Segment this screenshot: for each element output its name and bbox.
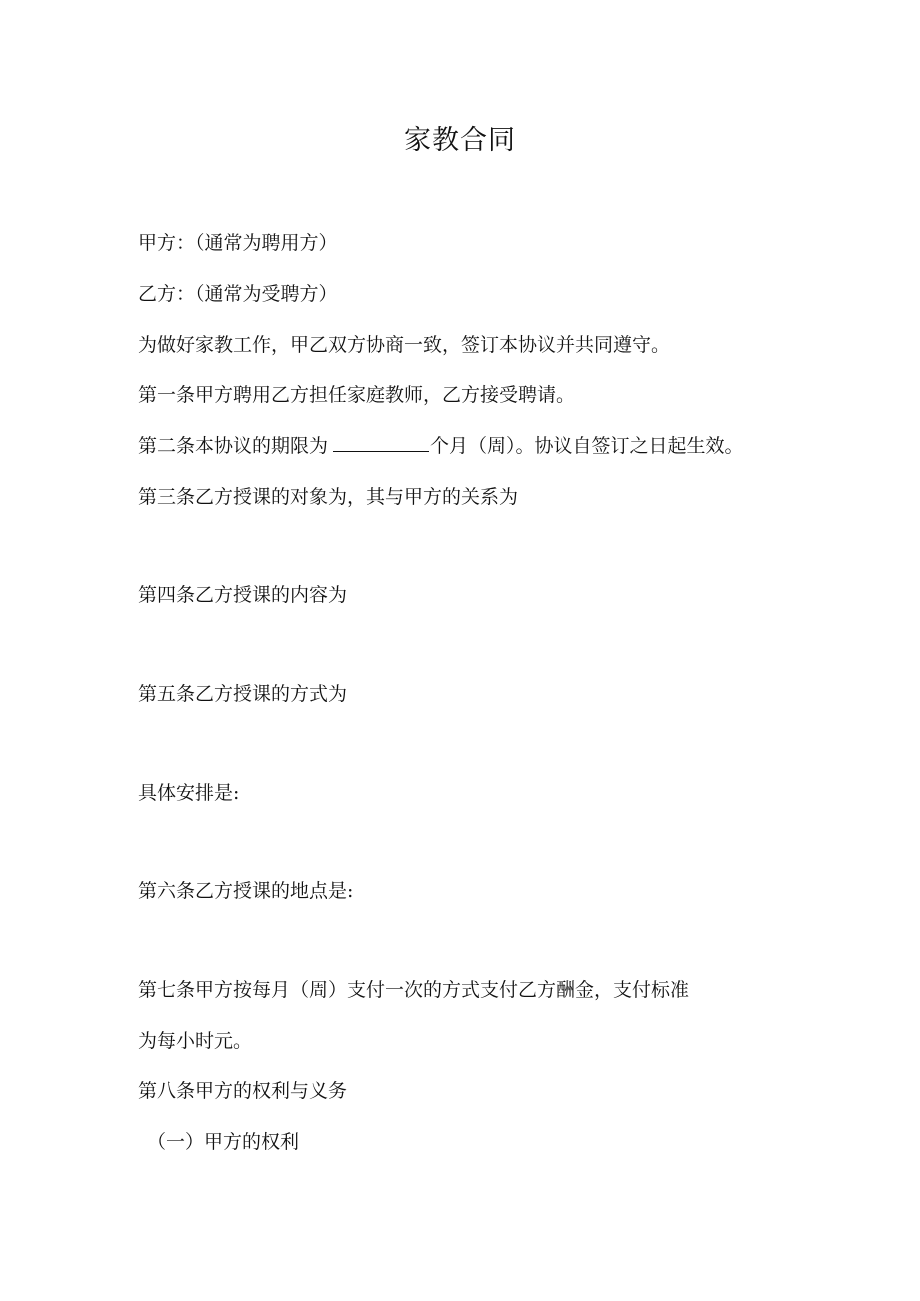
document-title: 家教合同 bbox=[404, 125, 516, 156]
duration-blank[interactable] bbox=[333, 433, 429, 452]
party-a-line: 甲方：（通常为聘用方） bbox=[138, 232, 338, 254]
arrangement-line: 具体安排是: bbox=[138, 782, 240, 804]
article-7-line-2: 为每小时元。 bbox=[138, 1030, 253, 1052]
article-8: 第八条甲方的权利与义务 bbox=[138, 1080, 348, 1102]
article-3: 第三条乙方授课的对象为，其与甲方的关系为 bbox=[138, 486, 519, 508]
article-7-line-1: 第七条甲方按每月（周）支付一次的方式支付乙方酬金，支付标准 bbox=[138, 979, 690, 1001]
party-b-line: 乙方：（通常为受聘方） bbox=[138, 283, 338, 305]
article-2-suffix: 个月（周）。协议自签订之日起生效。 bbox=[430, 435, 744, 457]
article-6: 第六条乙方授课的地点是: bbox=[138, 880, 354, 902]
preamble-line: 为做好家教工作，甲乙双方协商一致，签订本协议并共同遵守。 bbox=[138, 334, 671, 356]
section-1-heading: （一）甲方的权利 bbox=[147, 1131, 300, 1153]
article-5: 第五条乙方授课的方式为 bbox=[138, 683, 348, 705]
article-4: 第四条乙方授课的内容为 bbox=[138, 584, 348, 606]
article-2-prefix: 第二条本协议的期限为 bbox=[138, 435, 329, 457]
article-1: 第一条甲方聘用乙方担任家庭教师，乙方接受聘请。 bbox=[138, 384, 576, 406]
article-2 bbox=[138, 431, 744, 458]
